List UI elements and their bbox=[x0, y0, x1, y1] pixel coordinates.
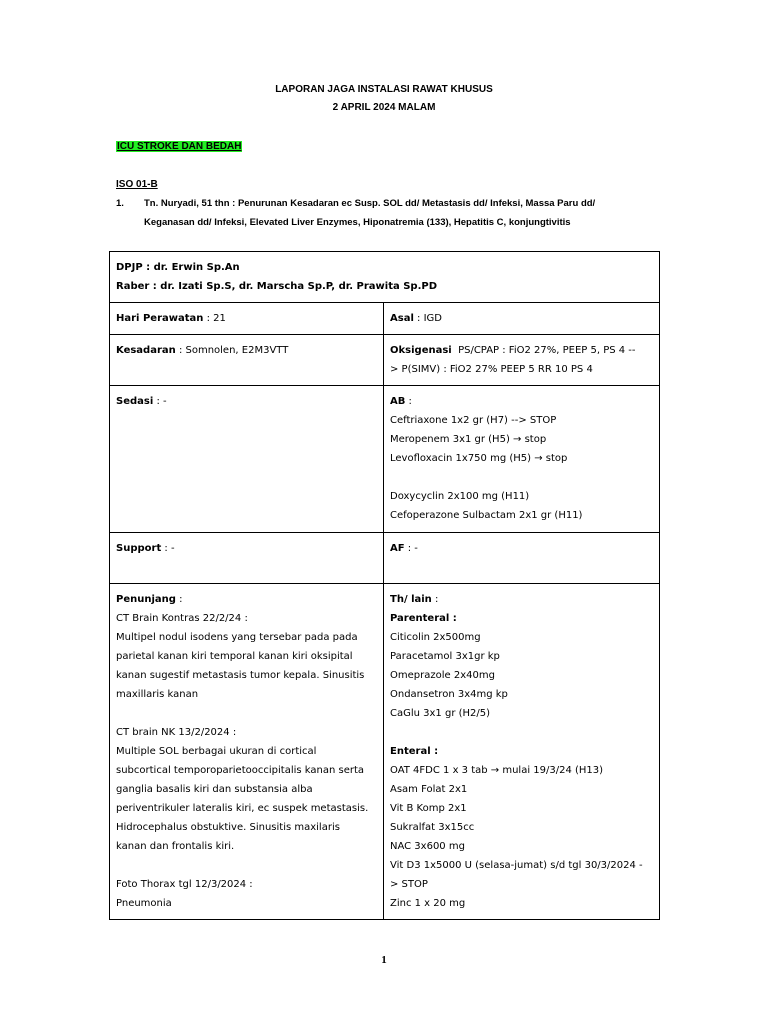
af-value: : - bbox=[404, 543, 418, 554]
ab-cell bbox=[384, 386, 660, 533]
sedasi-value: : - bbox=[153, 396, 167, 407]
oksigenasi-line-1: PS/CPAP : FiO2 27%, PEEP 5, PS 4 -- bbox=[451, 345, 636, 356]
section-title: ICU STROKE DAN BEDAH bbox=[117, 141, 242, 152]
kesadaran-value: : Somnolen, E2M3VTT bbox=[175, 345, 289, 356]
kesadaran-cell bbox=[110, 335, 384, 386]
hari-perawatan-cell bbox=[110, 303, 384, 335]
therapy-cell bbox=[384, 584, 660, 920]
patient-number: 1. bbox=[116, 198, 124, 209]
th-value: : bbox=[431, 594, 439, 605]
penunjang-line: Hidrocephalus obstuktive. Sinusitis maxilaris bbox=[116, 822, 340, 833]
penunjang-label: Penunjang bbox=[116, 594, 176, 605]
patient-diagnosis-line-2: Keganasan dd/ Infeksi, Elevated Liver Enzymes, Hiponatremia (133), Hepatitis C, konjungtivitis bbox=[144, 217, 571, 228]
doctor-cell bbox=[110, 252, 660, 303]
parenteral-item: Ondansetron 3x4mg kp bbox=[390, 689, 508, 700]
af-cell bbox=[384, 533, 660, 584]
penunjang-line: kanan dan frontalis kiri. bbox=[116, 841, 235, 852]
penunjang-line: Multiple SOL berbagai ukuran di cortical bbox=[116, 746, 317, 757]
dpjp: DPJP : dr. Erwin Sp.An bbox=[116, 262, 240, 273]
ab-item: Meropenem 3x1 gr (H5) → stop bbox=[390, 434, 547, 445]
oksigenasi-cell bbox=[384, 335, 660, 386]
penunjang-cell bbox=[110, 584, 384, 920]
parenteral-item: Omeprazole 2x40mg bbox=[390, 670, 495, 681]
parenteral-label: Parenteral : bbox=[390, 613, 457, 624]
penunjang-line: CT Brain Kontras 22/2/24 : bbox=[116, 613, 248, 624]
penunjang-line: periventrikuler lateralis kiri, ec suspek metastasis. bbox=[116, 803, 369, 814]
ab-label: AB bbox=[390, 396, 406, 407]
enteral-item: Zinc 1 x 20 mg bbox=[390, 898, 466, 909]
support-label: Support bbox=[116, 543, 162, 554]
enteral-item: Sukralfat 3x15cc bbox=[390, 822, 475, 833]
penunjang-line: maxillaris kanan bbox=[116, 689, 199, 700]
ab-item: Ceftriaxone 1x2 gr (H7) --> STOP bbox=[390, 415, 557, 426]
report-title: LAPORAN JAGA INSTALASI RAWAT KHUSUS bbox=[275, 84, 493, 95]
sedasi-label: Sedasi bbox=[116, 396, 154, 407]
enteral-label: Enteral : bbox=[390, 746, 439, 757]
parenteral-item: Paracetamol 3x1gr kp bbox=[390, 651, 500, 662]
penunjang-line: ganglia basalis kiri dan substansia alba bbox=[116, 784, 313, 795]
penunjang-line: Foto Thorax tgl 12/3/2024 : bbox=[116, 879, 253, 890]
th-label: Th/ lain bbox=[390, 594, 432, 605]
page-number: 1 bbox=[381, 954, 387, 966]
ab-item: Cefoperazone Sulbactam 2x1 gr (H11) bbox=[390, 510, 583, 521]
support-cell bbox=[110, 533, 384, 584]
report-date: 2 APRIL 2024 MALAM bbox=[332, 102, 436, 113]
patient-diagnosis-line-1: Tn. Nuryadi, 51 thn : Penurunan Kesadaran ec Susp. SOL dd/ Metastasis dd/ Infeksi, Massa Paru dd/ bbox=[144, 198, 596, 209]
parenteral-item: CaGlu 3x1 gr (H2/5) bbox=[390, 708, 491, 719]
patient-report-table bbox=[109, 251, 660, 920]
oksigenasi-label: Oksigenasi bbox=[390, 345, 452, 356]
penunjang-line: subcortical temporoparietooccipitalis kanan serta bbox=[116, 765, 365, 776]
enteral-item: Vit D3 1x5000 U (selasa-jumat) s/d tgl 30/3/2024 - bbox=[390, 860, 643, 871]
ab-item: Doxycyclin 2x100 mg (H11) bbox=[390, 491, 530, 502]
raber: Raber : dr. Izati Sp.S, dr. Marscha Sp.P, dr. Prawita Sp.PD bbox=[116, 281, 438, 292]
ab-value: : bbox=[405, 396, 412, 407]
enteral-item: > STOP bbox=[390, 879, 428, 890]
penunjang-line: CT brain NK 13/2/2024 : bbox=[116, 727, 237, 738]
enteral-item: OAT 4FDC 1 x 3 tab → mulai 19/3/24 (H13) bbox=[390, 765, 604, 776]
room-label: ISO 01-B bbox=[116, 179, 158, 190]
enteral-item: NAC 3x600 mg bbox=[390, 841, 465, 852]
enteral-item: Vit B Komp 2x1 bbox=[390, 803, 467, 814]
oksigenasi-line-2: > P(SIMV) : FiO2 27% PEEP 5 RR 10 PS 4 bbox=[390, 364, 593, 375]
parenteral-item: Citicolin 2x500mg bbox=[390, 632, 481, 643]
asal-cell bbox=[384, 303, 660, 335]
af-label: AF bbox=[390, 543, 405, 554]
enteral-item: Asam Folat 2x1 bbox=[390, 784, 468, 795]
penunjang-line: parietal kanan kiri temporal kanan kiri oksipital bbox=[116, 651, 353, 662]
hari-perawatan-label: Hari Perawatan bbox=[116, 313, 204, 324]
support-value: : - bbox=[161, 543, 175, 554]
penunjang-line: Multipel nodul isodens yang tersebar pada pada bbox=[116, 632, 358, 643]
penunjang-line: Pneumonia bbox=[116, 898, 172, 909]
ab-item: Levofloxacin 1x750 mg (H5) → stop bbox=[390, 453, 568, 464]
penunjang-line: kanan sugestif metastasis tumor kepala. Sinusitis bbox=[116, 670, 365, 681]
asal-value: : IGD bbox=[413, 313, 442, 324]
hari-perawatan-value: : 21 bbox=[203, 313, 226, 324]
penunjang-value: : bbox=[175, 594, 183, 605]
sedasi-cell bbox=[110, 386, 384, 533]
kesadaran-label: Kesadaran bbox=[116, 345, 176, 356]
asal-label: Asal bbox=[390, 313, 414, 324]
